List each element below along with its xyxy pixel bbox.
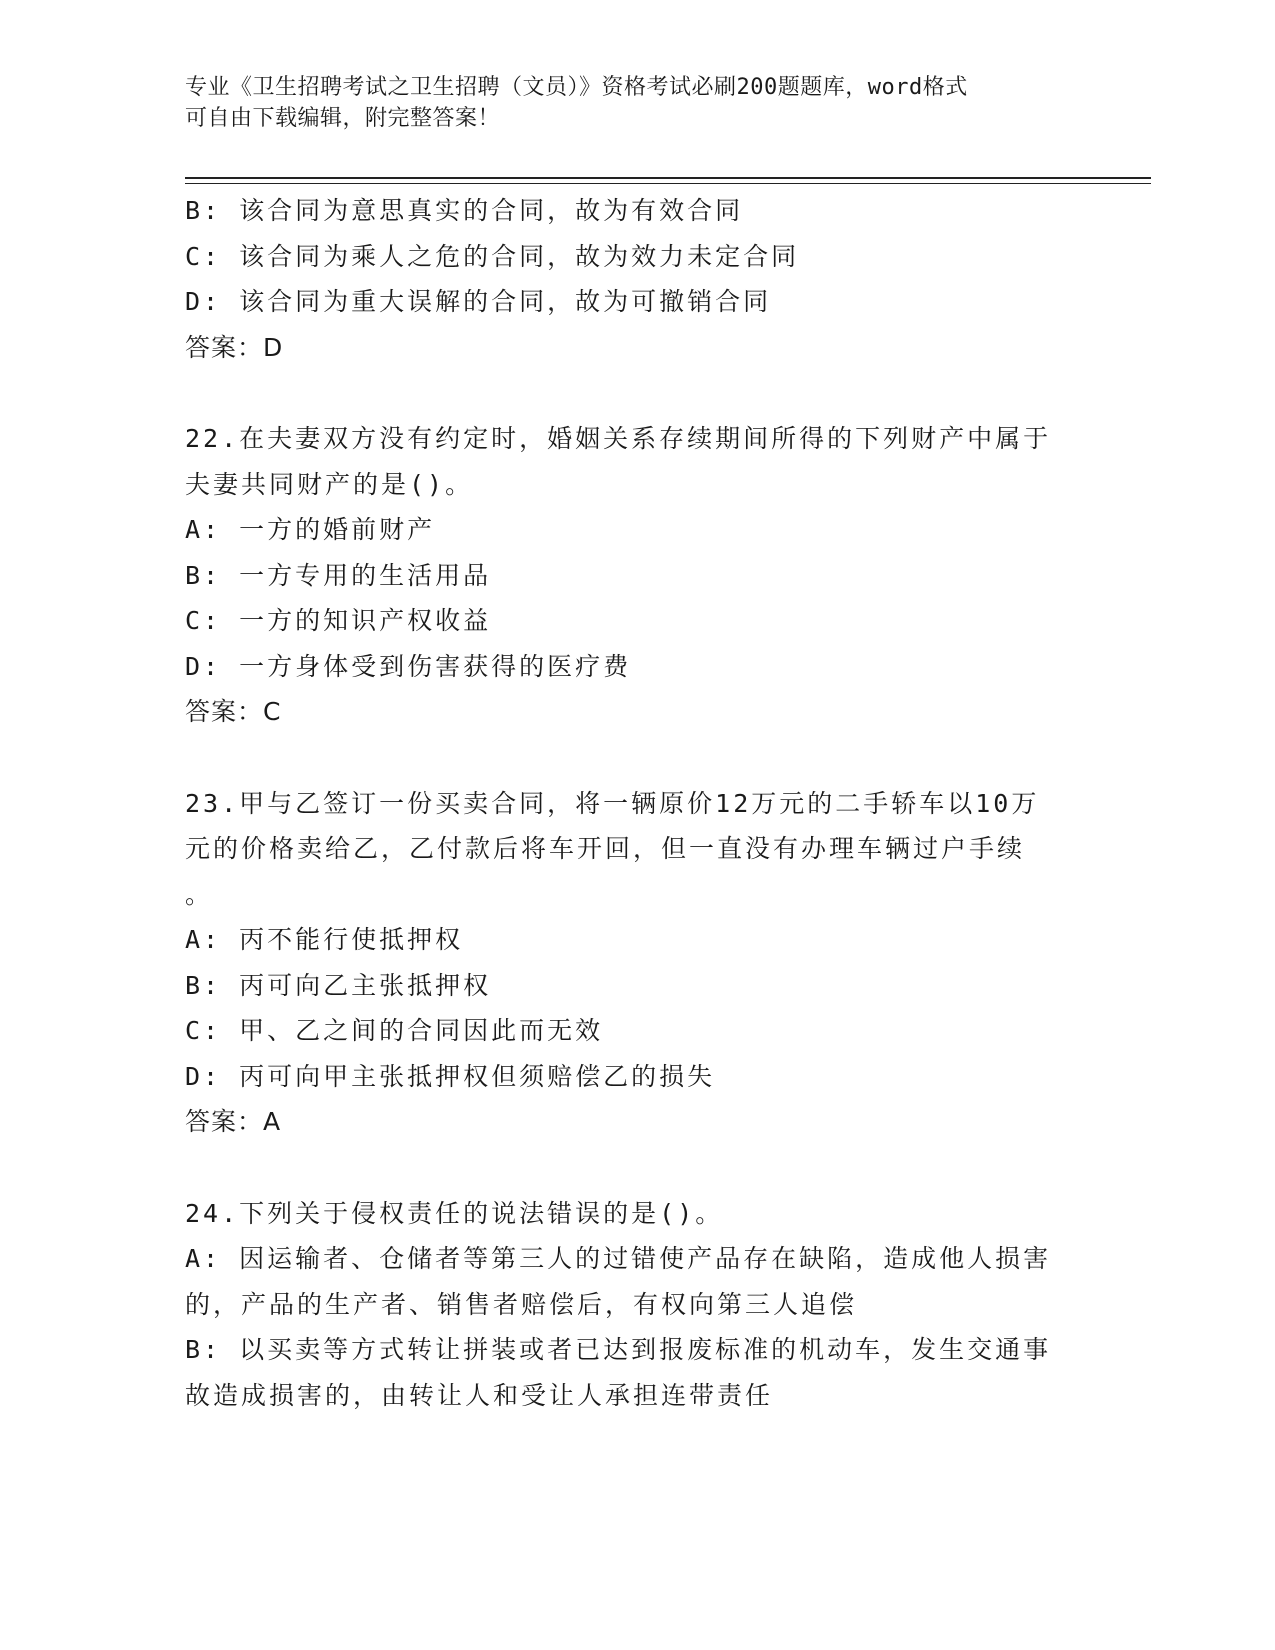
question-22-option-b: B: 一方专用的生活用品	[185, 560, 492, 590]
question-23-stem-line-3: 。	[185, 879, 214, 909]
question-21	[185, 188, 1085, 370]
question-23	[185, 781, 1085, 1145]
question-22-option-c: C: 一方的知识产权收益	[185, 606, 492, 635]
question-22	[185, 416, 1085, 735]
header-divider-thin	[185, 183, 1151, 184]
question-22-option-d: D: 一方身体受到伤害获得的医疗费	[185, 651, 632, 681]
document-body	[185, 188, 1085, 1418]
question-24-option-a-line-1: A: 因运输者、仓储者等第三人的过错使产品存在缺陷，造成他人损害	[185, 1244, 1052, 1273]
question-23-stem-line-2: 元的价格卖给乙，乙付款后将车开回，但一直没有办理车辆过户手续	[185, 834, 1026, 863]
question-24	[185, 1191, 1085, 1419]
question-24-option-a-line-2: 的，产品的生产者、销售者赔偿后，有权向第三人追偿	[185, 1289, 858, 1319]
question-21-option-d: D: 该合同为重大误解的合同，故为可撤销合同	[185, 287, 772, 316]
question-24-option-b-line-1: B: 以买卖等方式转让拼装或者已达到报废标准的机动车，发生交通事	[185, 1335, 1052, 1364]
question-21-option-c: C: 该合同为乘人之危的合同，故为效力未定合同	[185, 241, 800, 271]
question-23-stem-line-1: 23.甲与乙签订一份买卖合同，将一辆原价12万元的二手轿车以10万	[185, 788, 1040, 818]
question-24-stem-line-1: 24.下列关于侵权责任的说法错误的是()。	[185, 1198, 724, 1228]
question-21-answer: 答案：D	[185, 332, 284, 362]
question-21-option-b: B: 该合同为意思真实的合同，故为有效合同	[185, 196, 744, 225]
question-24-option-b-line-2: 故造成损害的，由转让人和受让人承担连带责任	[185, 1380, 774, 1410]
question-22-stem-line-2: 夫妻共同财产的是()。	[185, 469, 474, 499]
question-22-stem-line-1: 22.在夫妻双方没有约定时，婚姻关系存续期间所得的下列财产中属于	[185, 424, 1052, 453]
question-23-option-b: B: 丙可向乙主张抵押权	[185, 970, 492, 1000]
question-22-answer: 答案：C	[185, 697, 282, 726]
header-title-line-1: 专业《卫生招聘考试之卫生招聘（文员）》资格考试必刷200题题库，word格式	[185, 75, 968, 100]
question-23-option-a: A: 丙不能行使抵押权	[185, 925, 464, 954]
spacer	[185, 1145, 1085, 1191]
question-23-option-c: C: 甲、乙之间的合同因此而无效	[185, 1016, 604, 1045]
header-title-line-2: 可自由下载编辑，附完整答案！	[185, 106, 501, 131]
question-22-option-a: A: 一方的婚前财产	[185, 515, 436, 544]
spacer	[185, 370, 1085, 416]
document-header	[185, 72, 1065, 134]
header-divider-thick	[185, 177, 1151, 179]
spacer	[185, 735, 1085, 781]
question-23-answer: 答案：A	[185, 1107, 282, 1136]
question-23-option-d: D: 丙可向甲主张抵押权但须赔偿乙的损失	[185, 1061, 716, 1091]
